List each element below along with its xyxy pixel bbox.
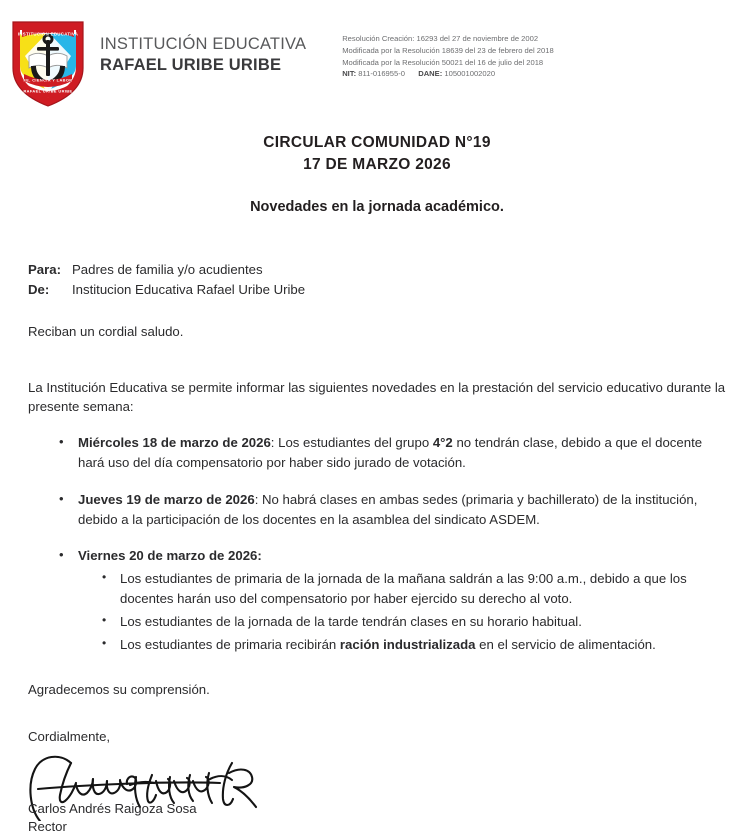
sub-bullet-3-bold-inline: ración industrializada — [339, 636, 476, 652]
document-body — [0, 260, 754, 834]
bullet-1-text-part2: no tendrán clase, debido a que el docente hará uso del día compensatorio por haber sido jurado de votación. — [78, 435, 703, 471]
dane-value: 105001002020 — [444, 69, 496, 79]
title-block — [0, 132, 754, 215]
sender-label: De: — [28, 282, 50, 298]
crest-motto-text: FE, CIENCIA Y LABOR — [23, 77, 73, 83]
institution-crest-logo — [7, 16, 89, 108]
sub-bullet-3-text-part1: Los estudiantes de primaria recibirán — [120, 636, 340, 652]
sender-row — [28, 280, 730, 300]
legal-identifiers — [342, 68, 554, 80]
recipient-row — [28, 260, 730, 280]
announcement-list — [28, 433, 730, 654]
cordially-line: Cordialmente, — [28, 729, 111, 745]
organization-name-block — [100, 14, 306, 76]
bullet-2-sep: : — [254, 491, 263, 507]
bullet-2-lead: Jueves 19 de marzo de 2026 — [78, 491, 255, 507]
legal-resolution-line1: Resolución Creación: 16293 del 27 de noviembre de 2002 — [342, 34, 539, 43]
circular-title-line1: CIRCULAR COMUNIDAD N°19 — [263, 134, 491, 151]
sub-bullet-3-text-part2: en el servicio de alimentación. — [475, 636, 656, 652]
bullet-1-text-part1: Los estudiantes del grupo — [278, 435, 433, 451]
nit-label: NIT: — [342, 69, 357, 79]
sender-value: Institucion Educativa Rafael Uribe Uribe — [72, 282, 306, 298]
recipient-value: Padres de familia y/o acudientes — [72, 261, 263, 277]
document-header — [0, 0, 754, 108]
legal-info-block — [342, 14, 554, 80]
bullet-3-lead: Viernes 20 de marzo de 2026: — [78, 548, 262, 564]
closing-paragraph: Agradecemos su comprensión. — [28, 682, 210, 698]
signature-area — [28, 755, 730, 834]
sub-bullet-1-text: Los estudiantes de primaria de la jornada de la mañana saldrán a las 9:00 a.m., debido a que los docentes harán uso del compensatorio por haber ejercido su derecho al voto. — [120, 571, 687, 607]
friday-sub-list — [78, 569, 722, 654]
org-name-line1: INSTITUCIÓN EDUCATIVA — [100, 35, 307, 53]
bullet-2-text: No habrá clases en ambas sedes (primaria y bachillerato) de la institución, debido a la participación de los docentes en la asamblea del sindicato ASDEM. — [78, 491, 698, 527]
dane-label: DANE: — [418, 69, 443, 79]
nit-value: 811-016955-0 — [358, 69, 405, 79]
logo-container — [0, 14, 96, 108]
intro-paragraph: La Institución Educativa se permite informar las siguientes novedades en la prestación del servicio educativo durante la presente semana: — [28, 379, 726, 415]
list-item — [78, 490, 730, 530]
signatory-role: Rector — [28, 819, 67, 834]
bullet-1-sep: : — [270, 435, 279, 451]
org-name-line2: RAFAEL URIBE URIBE — [100, 55, 282, 74]
bullet-1-lead: Miércoles 18 de marzo de 2026 — [78, 435, 271, 451]
list-item — [120, 635, 722, 655]
legal-resolution-line2: Modificada por la Resolución 18639 del 23 de febrero del 2018 — [342, 45, 554, 55]
list-item — [120, 612, 722, 632]
circular-subtitle: Novedades en la jornada académico. — [250, 198, 504, 215]
list-item — [78, 546, 730, 654]
list-item — [78, 433, 730, 473]
crest-bottom-text: RAFAEL URIBE URIBE — [23, 88, 73, 94]
crest-banner-text: INSTITUCION EDUCATIVA — [17, 31, 79, 37]
bullet-1-bold-inline: 4°2 — [432, 435, 453, 451]
sub-bullet-2-text: Los estudiantes de la jornada de la tarde tendrán clases en su horario habitual. — [120, 613, 582, 629]
greeting-paragraph: Reciban un cordial saludo. — [28, 323, 184, 339]
list-item — [120, 569, 722, 609]
legal-resolution-line3: Modificada por la Resolución 50021 del 16 de julio del 2018 — [342, 57, 544, 67]
signatory-name: Carlos Andrés Raigoza Sosa — [28, 801, 197, 816]
recipient-sender-block — [28, 260, 730, 301]
circular-title-line2: 17 DE MARZO 2026 — [303, 156, 451, 174]
recipient-label: Para: — [28, 261, 61, 277]
